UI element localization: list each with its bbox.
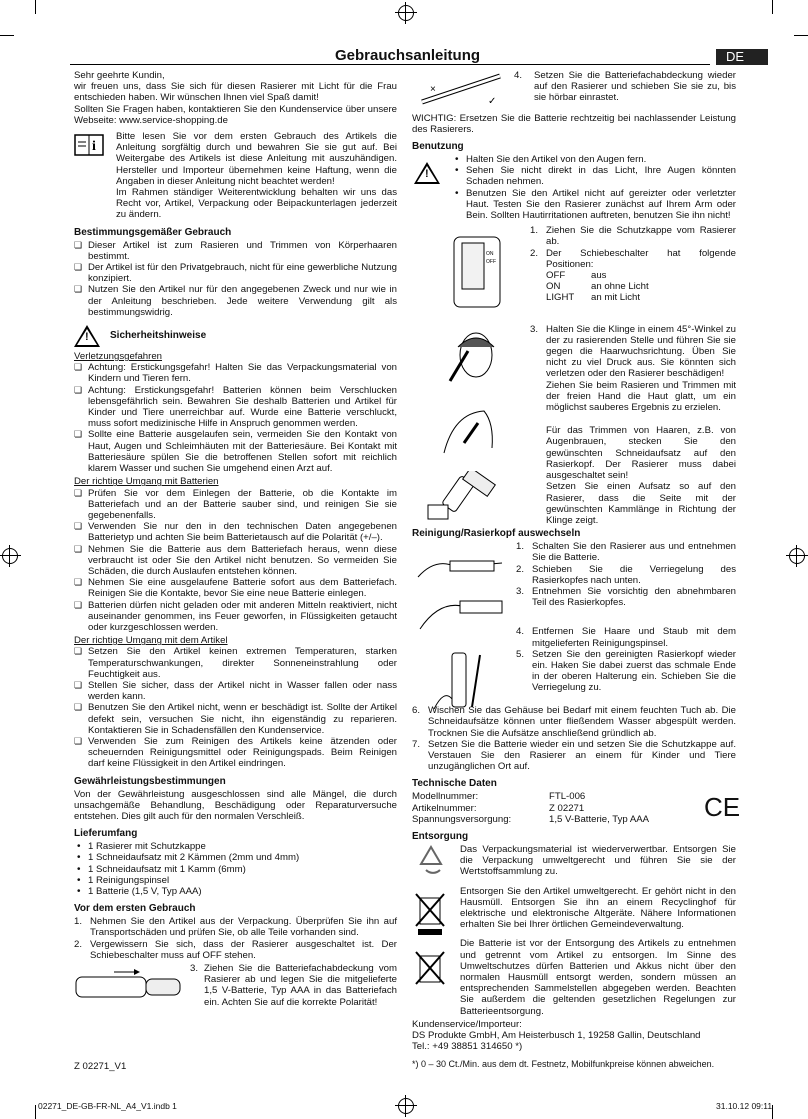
intro-contact[interactable]: Sollten Sie Fragen haben, kontaktieren Sie den Kundenservice über unsere Webseite: www.service-shopping.de [74,103,397,126]
battery-heading: Der richtige Umgang mit Batterien [74,476,219,488]
scope-heading: Lieferumfang [74,828,138,840]
list-item: ❏ Achtung: Erstickungsgefahr! Halten Sie das Verpackungsmaterial von Kindern und Tieren fern. [74,362,397,384]
list-item: 3. Entnehmen Sie vorsichtig den abnehmbaren Teil des Rasierkopfes. [516,586,736,608]
tech-value: 1,5 V-Batterie, Typ AAA [549,813,650,825]
service-address: DS Produkte GmbH, Am Heisterbusch 1, 19258 Gallin, Deutschland [412,1029,701,1041]
registration-mark-right [789,548,805,564]
tech-value: FTL-006 [549,791,586,803]
svg-text:×: × [430,84,436,95]
warning-icon: ! [414,162,440,184]
first-use-heading: Vor dem ersten Gebrauch [74,903,196,915]
disposal-packaging: Das Verpackungsmaterial ist wiederverwertbar. Entsorgen Sie die Verpackung umweltgerecht und führen Sie sie der Wertstoffsammlung zu. [460,843,736,878]
list-item: 4. Entfernen Sie Haare und Staub mit dem mitgelieferten Reinigungspinsel. [516,626,736,648]
registration-mark-left [2,548,18,564]
list-item: 3. Halten Sie die Klinge in einem 45°-Winkel zu der zu rasierenden Stelle und führen Sie sie gegen die Haarwuchsrichtung. Üben Sie nicht zu viel Druck aus. Sie könnten sich verletzen oder den Rasierer beschädigen! [530,324,736,380]
tech-table [412,791,741,825]
ce-mark: CE [704,792,741,823]
list-item: 1. Ziehen Sie die Schutzkappe vom Rasierer ab. [530,225,736,247]
svg-text:ON: ON [486,251,494,258]
header-rule [70,64,710,65]
list-item: 2. Schieben Sie die Verriegelung des Rasierkopfes nach unten. [516,564,736,586]
list-item: ❏ Batterien dürfen nicht geladen oder mit anderen Mitteln reaktiviert, nicht auseinander genommen, ins Feuer geworfen, in Flüssigkeiten getaucht oder kurzgeschlossen werden. [74,600,397,634]
registration-mark-bottom [398,1098,414,1114]
recycle-icon [414,844,448,876]
safety-heading-row [74,325,397,347]
registration-mark-top [398,5,414,21]
list-item: 6. Wischen Sie das Gehäuse bei Bedarf mit einem feuchten Tuch ab. Die Schneidaufsätze können unter fließendem Wasser abgespült werden. Trocknen Sie die Aufsätze anschließend gründlich ab. [412,705,736,739]
list-item: ❏ Der Artikel ist für den Privatgebrauch, nicht für eine gewerbliche Nutzung konzipiert. [74,262,397,284]
list-item: ❏ Stellen Sie sicher, dass der Artikel nicht in Wasser fallen oder nass werden kann. [74,680,397,702]
shaver-illustration [448,233,510,311]
position-value: an mit Licht [591,292,641,304]
svg-text:i: i [92,139,96,155]
read-note: Bitte lesen Sie vor dem ersten Gebrauch des Artikels die Anleitung sorgfältig durch und bewahren Sie sie gut auf. Bei Weitergabe des Artikels ist diese Anleitung mit auszuhändigen. Hersteller und Importeur übernehmen keine Haftung, wenn die Angaben in dieser Anleitung nicht beachtet werden! [116,131,397,187]
tech-key: Artikelnummer: [412,802,477,814]
injury-heading: Verletzungsgefahren [74,351,163,363]
list-item: • 1 Reinigungspinsel [74,875,397,886]
service-tel: Tel.: +49 38851 314650 *) [412,1041,523,1053]
tech-heading: Technische Daten [412,778,497,790]
cleaning-heading: Reinigung/Rasierkopf auswechseln [412,528,581,540]
trimmer-attachment-illustration [420,471,506,527]
trim-text-2: Setzen Sie einen Aufsatz so auf den Rasierer, dass die Seite mit der gewünschten Kammlänge in Richtung der Klinge zeigt. [546,481,736,526]
switch-positions [530,270,736,304]
usage-warnings-block [412,154,736,221]
service-label: Kundenservice/Importeur: [412,1018,522,1030]
list-item: ❏ Verwenden Sie zum Reinigen des Artikels keine ätzenden oder scheuernden Reinigungsmittel oder Reinigungspads. Beim Reinigen darf keine Flüssigkeit in den Artikel eindringen. [74,736,397,770]
list-item: • Benutzen Sie den Artikel nicht auf gereizter oder verletzter Haut. Testen Sie den Rasierer zunächst auf Ihrem Arm oder Bein. Sollten Hautirritationen auftreten, benutzen Sie ihn nicht! [452,188,736,222]
list-item: 2. Vergewissern Sie sich, dass der Rasierer ausgeschaltet ist. Der Schiebeschalter muss auf OFF stehen. [74,939,397,961]
tech-key: Modellnummer: [412,791,479,803]
read-note-2: Im Rahmen ständiger Weiterentwicklung behalten wir uns das Recht vor, Artikel, Verpackung oder Beipackunterlagen jederzeit zu ändern. [116,187,397,221]
weee-bin-icon [414,892,446,936]
list-item: • Halten Sie den Artikel von den Augen fern. [452,154,736,165]
list-item: ❏ Nehmen Sie die Batterie aus dem Batteriefach heraus, wenn diese verbraucht ist oder Sie den Artikel nicht benutzen. So vermeiden Sie Schäden, die durch Auslaufen entstehen können. [74,544,397,578]
read-note-block [74,131,397,221]
cleaning-step1-illustration [416,547,506,587]
cleaning-block [412,541,736,705]
important-note: WICHTIG: Ersetzen Sie die Batterie rechtzeitig bei nachlassender Leistung des Rasierers. [412,112,736,135]
cleaning-step2-illustration [416,593,506,637]
cleaning-brush-illustration [430,649,500,713]
warranty-heading: Gewährleistungsbestimmungen [74,775,226,787]
service-note: *) 0 – 30 Ct./Min. aus dem dt. Festnetz, Mobilfunkpreise können abweichen. [412,1059,715,1070]
list-item: ❏ Benutzen Sie den Artikel nicht, wenn er beschädigt ist. Sollte der Artikel defekt sein, versuchen Sie nicht, ihn eigenständig zu reparieren. Kontaktieren Sie in Schadensfällen den Kundenservice. [74,702,397,736]
purpose-list [74,240,397,318]
disposal-battery: Die Batterie ist vor der Entsorgung des Artikels zu entnehmen und getrennt vom Artikel zu entsorgen. Im Sinne des Umweltschutzes dürfen Batterien und Akkus nicht über den normalen Hausmüll entsorgt werden, sondern müssen an entsprechenden Sammelstellen abgegeben werden. Beachten Sie außerdem die geltenden gesetzlichen Regelungen zur Batterieentsorgung. [460,938,736,1017]
warning-icon: ! [74,325,100,347]
step3-block [74,963,397,1008]
list-item: ❏ Verwenden Sie nur den in den technischen Daten angegebenen Batterietyp und achten Sie beim Batterietausch auf die Polarität (+/–). [74,521,397,543]
tech-key: Spannungsversorgung: [412,813,512,825]
battery-bin-icon [414,950,446,986]
list-item: ❏ Dieser Artikel ist zum Rasieren und Trimmen von Körperhaaren bestimmt. [74,240,397,262]
list-item: • 1 Rasierer mit Schutzkappe [74,841,397,852]
list-item: 2. Der Schiebeschalter hat folgende Positionen: [530,248,736,270]
intro-text: wir freuen uns, dass Sie sich für diesen Rasierer mit Licht für die Frau entschieden haben. Wir wünschen Ihnen viel Spaß damit! [74,81,397,104]
manual-book-icon [74,133,106,159]
position-key: LIGHT [546,292,575,304]
disposal-heading: Entsorgung [412,830,469,842]
warranty-text: Von der Gewährleistung ausgeschlossen sind alle Mängel, die durch unsachgemäße Behandlung, Beschädigung oder Reparaturversuche entstehen. Dies gilt auch für den normalen Verschleiß. [74,788,397,822]
trim-text: Für das Trimmen von Haaren, z.B. von Augenbrauen, stecken Sie den gewünschten Schneidaufsatz auf den Rasierkopf. Der Rasierer muss dabei ausgeschaltet sein! [546,425,736,482]
list-item: ❏ Nehmen Sie eine ausgelaufene Batterie sofort aus dem Batteriefach. Reinigen Sie die Kontakte, bevor Sie eine neue Batterie einlegen. [74,577,397,599]
usage-steps-block [412,225,736,526]
disposal-block [412,844,736,1017]
usage-heading: Benutzung [412,141,464,153]
page-title: Gebrauchsanleitung [335,47,481,64]
position-key: OFF [546,270,566,282]
list-item: ❏ Setzen Sie den Artikel keinen extremen Temperaturen, starken Temperaturschwankungen, direkter Sonneneinstrahlung oder Feuchtigkeit aus. [74,646,397,680]
slug-date: 31.10.12 09:11 [716,1101,773,1111]
list-item: 5. Setzen Sie den gereinigten Rasierkopf wieder ein. Haken Sie dabei zuerst das schmale Ende in der oberen Halterung ein. Schieben Sie die Verriegelung zu. [516,649,736,694]
list-item: • 1 Schneidaufsatz mit 1 Kamm (6mm) [74,864,397,875]
list-item: 1. Schalten Sie den Rasierer aus und entnehmen Sie die Batterie. [516,541,736,563]
left-column [74,70,397,1008]
list-item: • 1 Schneidaufsatz mit 2 Kämmen (2mm und 4mm) [74,852,397,863]
language-badge: DE [716,49,768,65]
list-item: ❏ Achtung: Erstickungsgefahr! Batterien können beim Verschlucken lebensgefährlich sein. Bewahren Sie deshalb Batterien und Artikel für Kinder und Tiere unerreichbar auf. Wurde eine Batterie verschluckt, muss sofort medizinische Hilfe in Anspruch genommen werden. [74,385,397,430]
svg-text:✓: ✓ [488,96,497,107]
greeting: Sehr geehrte Kundin, [74,70,165,81]
list-item: • Sehen Sie nicht direkt in das Licht, Ihre Augen könnten Schaden nehmen. [452,165,736,187]
svg-text:OFF: OFF [486,259,496,266]
list-item: ❏ Nutzen Sie den Artikel nur für den angegebenen Zweck und nur wie in der Anleitung beschrieben. Jede weitere Verwendung gilt als bestimmungswidrig. [74,284,397,318]
slug-file: 02271_DE-GB-FR-NL_A4_V1.indb 1 [38,1101,177,1111]
article-code: Z 02271_V1 [74,1061,127,1072]
tech-value: Z 02271 [549,802,585,814]
step4-number: 4. [514,70,523,81]
article-heading: Der richtige Umgang mit dem Artikel [74,635,228,647]
list-item: 1. Nehmen Sie den Artikel aus der Verpackung. Überprüfen Sie ihn auf Transportschäden und prüfen Sie, ob alle Teile vorhanden sind. [74,916,397,938]
list-item: ❏ Sollte eine Batterie ausgelaufen sein, vermeiden Sie den Kontakt von Haut, Augen und Schleimhäuten mit der Batteriesäure. Bei Kontakt mit Batteriesäure spülen Sie die betroffenen Stellen sofort mit reichlich klarem Wasser und suchen Sie umgehend einen Arzt auf. [74,429,397,474]
purpose-heading: Bestimmungsgemäßer Gebrauch [74,226,232,238]
disposal-weee: Entsorgen Sie den Artikel umweltgerecht. Er gehört nicht in den Hausmüll. Entsorgen Sie ihn an einem Recyclinghof für elektrische und elektronische Altgeräte. Nähere Informationen erhalten Sie bei Ihrer örtlichen Gemeindeverwaltung. [460,885,736,931]
face-illustration [448,321,504,401]
position-value: aus [591,270,607,282]
safety-heading: Sicherheitshinweise [110,330,207,342]
step4-text: Setzen Sie die Batteriefachabdeckung wieder auf den Rasierer und schieben Sie sie zu, bis sie hörbar einrastet. [534,70,736,104]
list-item: 7. Setzen Sie die Batterie wieder ein und setzen Sie die Schutzkappe auf. Verstauen Sie den Rasierer an einem für Kinder und Tiere unzugänglichen Ort auf. [412,739,736,773]
step3-text: Ziehen Sie die Batteriefachabdeckung vom Rasierer ab und legen Sie die mitgelieferte 1,5 V-Batterie, Typ AAA in das Batteriefach ein. Achten Sie auf die korrekte Polarität! [204,963,397,1008]
step3b-text: Ziehen Sie beim Rasieren und Trimmen mit der freien Hand die Haut glatt, um ein möglichst sauberes Ergebnis zu erzielen. [546,379,736,414]
underarm-illustration [434,403,504,463]
position-value: an ohne Licht [591,281,649,293]
step3-number: 3. [190,963,199,975]
position-key: ON [546,281,561,293]
list-item: ❏ Prüfen Sie vor dem Einlegen der Batterie, ob die Kontakte im Batteriefach und an der Batterie sauber sind, und reinigen Sie sie gegebenenfalls. [74,488,397,522]
list-item: • 1 Batterie (1,5 V, Typ AAA) [74,886,397,897]
right-column [412,70,741,1071]
